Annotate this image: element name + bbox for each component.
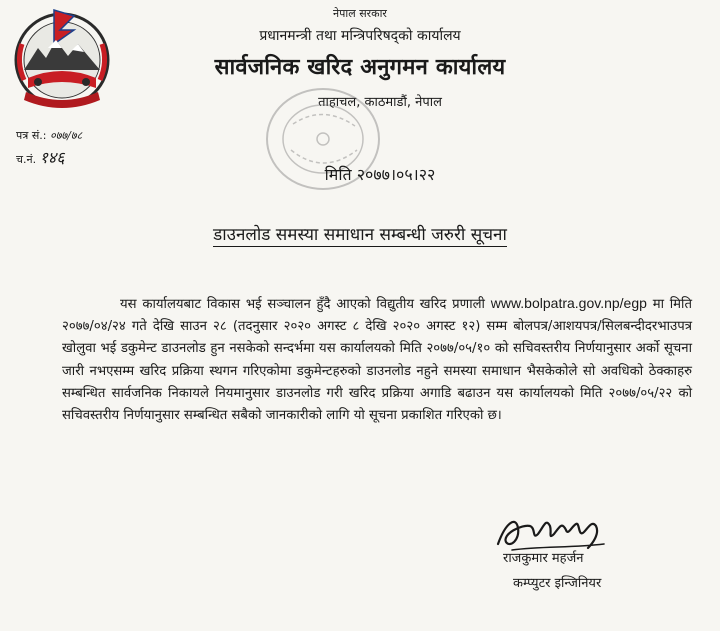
signatory-name: राजकुमार महर्जन (503, 551, 584, 566)
signatory-title: कम्प्युटर इन्जिनियर (513, 576, 602, 591)
notice-body (62, 292, 692, 427)
notice-body-part-2: मा मिति २०७७/०४/२४ गते देखि साउन २८ (तदनुसार २०२० अगस्ट ८ देखि २०२० अगस्ट १२) सम्म बोलपत्र/आशयपत्र/सिलबन्दीदरभाउपत्र खोलुवा भई डकुमेन्ट डाउनलोड हुन नसकेको सन्दर्भमा यस कार्यालयको मिति २०७७/०५/१० को सचिवस्तरीय निर्णयानुसार अर्को सूचना जारी नभएसम्म खरिद प्रक्रिया स्थगन गरिएकोमा डकुमेन्टहरुको डाउनलोड नहुने समस्या समाधान भैसकेकोले सो अवधिको ठेक्काहरु सम्बन्धित सार्वजनिक निकायले नियमानुसार डाउनलोड गरी खरिद प्रक्रिया अगाडि बढाउन यस कार्यालयको मिति २०७७/०५/२२ को सचिवस्तरीय निर्णयानुसार सम्बन्धित सबैको जानकारीको लागि यो सूचना प्रकाशित गरिएको छ। (62, 297, 692, 424)
dispatch-number-label: च.नं. (16, 153, 37, 166)
issue-date-value: २०७७।०५।२२ (356, 165, 436, 184)
dispatch-number-value: १४६ (39, 148, 65, 167)
government-name: नेपाल सरकार (333, 7, 387, 20)
issue-date-label: मिति (324, 165, 352, 184)
notice-body-part-1: यस कार्यालयबाट विकास भई सञ्चालन हुँदै आएको विद्युतीय खरिद प्रणाली (120, 297, 491, 312)
egp-link[interactable]: www.bolpatra.gov.np/egp (490, 295, 647, 311)
ministry-name: प्रधानमन्त्री तथा मन्त्रिपरिषद्को कार्यालय (259, 28, 461, 44)
letter-number-label: पत्र सं.: (16, 129, 47, 142)
office-address: ताहाचल, काठमाडौं, नेपाल (318, 95, 442, 110)
office-name: सार्वजनिक खरिद अनुगमन कार्यालय (214, 55, 506, 80)
letter-number (16, 128, 82, 143)
notice-subject-text: डाउनलोड समस्या समाधान सम्बन्धी जरुरी सूचना (213, 225, 507, 245)
notice-subject (0, 222, 720, 245)
letter-number-value: ०७७/७८ (49, 129, 83, 142)
issue-date (0, 163, 720, 185)
